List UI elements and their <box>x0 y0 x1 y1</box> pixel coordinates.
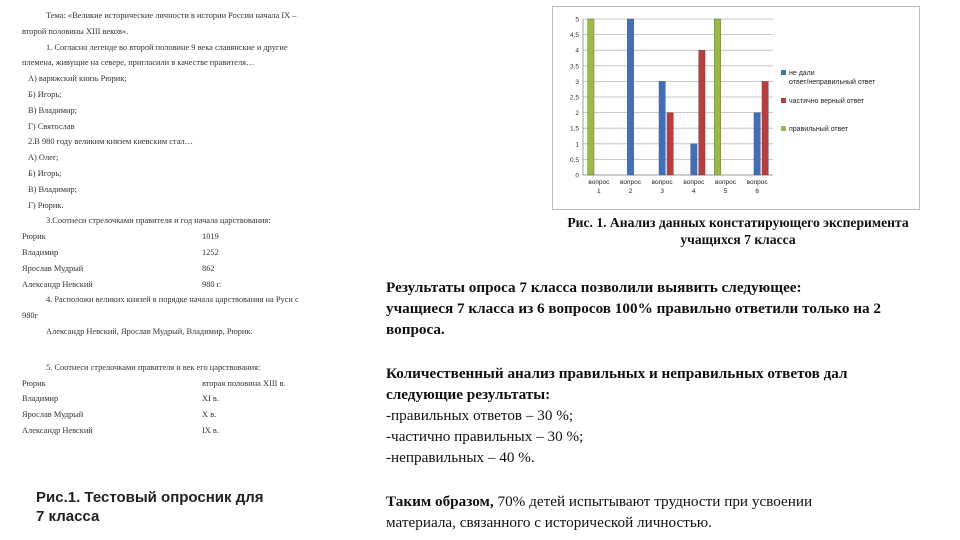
analysis-line1: Количественный анализ правильных и неправильных ответов дал <box>386 365 848 382</box>
table-row <box>22 376 286 392</box>
table-row <box>22 277 221 293</box>
bar-chart-svg <box>553 7 919 209</box>
y-tick-label: 1,5 <box>569 125 579 133</box>
x-tick-label: вопрос <box>588 179 610 186</box>
bar-wrong <box>659 81 665 175</box>
legend-swatch <box>781 126 786 131</box>
quiz-title-line1: Тема: «Великие исторические личности в истории России начала IX – <box>46 11 297 20</box>
results-paragraph <box>386 277 946 340</box>
ruler-value: 862 <box>202 263 215 273</box>
results-line3: вопроса. <box>386 321 445 338</box>
x-tick-label: вопрос <box>651 179 673 186</box>
quiz-q1-line1: 1. Согласно легенде во второй половине 9 века славянские и другие <box>46 42 288 52</box>
table-row <box>22 407 286 423</box>
chart-caption <box>536 214 940 248</box>
quiz-q2-option: А) Олег; <box>28 153 59 163</box>
bar-chart <box>552 6 920 210</box>
bar-correct <box>714 19 720 175</box>
table-row <box>22 391 286 407</box>
conclusion-line2: материала, связанного с исторической личностью. <box>386 514 712 531</box>
ruler-name: Ярослав Мудрый <box>22 410 84 420</box>
bar-wrong <box>691 144 697 175</box>
bar-wrong <box>754 113 760 175</box>
ruler-name: Владимир <box>22 247 59 257</box>
bar-partial <box>762 81 768 175</box>
table-row <box>22 245 221 261</box>
ruler-value: 1019 <box>202 232 219 242</box>
quiz-figure-caption-line2: 7 класса <box>36 508 100 525</box>
conclusion-paragraph <box>386 491 946 533</box>
y-tick-label: 4 <box>575 47 579 55</box>
ruler-value: XI в. <box>202 394 219 404</box>
table-row <box>22 261 221 277</box>
analysis-item: -неправильных – 40 %. <box>386 449 535 466</box>
quiz-q1-option: Б) Игорь; <box>28 89 62 99</box>
x-tick-label: 3 <box>660 188 664 195</box>
y-tick-label: 0 <box>575 172 579 180</box>
quiz-q2-option: В) Владимир; <box>28 184 77 194</box>
quiz-q1-option: Г) Святослав <box>28 121 75 131</box>
quiz-q4-answer: Александр Невский, Ярослав Мудрый, Владимир, Рюрик. <box>46 326 253 336</box>
table-row <box>22 423 286 439</box>
analysis-item: -правильных ответов – 30 %; <box>386 407 574 424</box>
x-tick-label: вопрос <box>715 179 736 186</box>
legend-swatch <box>781 98 786 103</box>
legend-label: правильный ответ <box>789 126 849 133</box>
quiz-q3-table <box>22 229 221 292</box>
y-tick-label: 4,5 <box>569 32 579 40</box>
x-tick-label: вопрос <box>746 179 768 186</box>
x-tick-label: 5 <box>723 188 728 195</box>
ruler-value: 980 г. <box>202 279 222 289</box>
bar-partial <box>667 113 673 175</box>
x-tick-label: 1 <box>597 188 601 195</box>
bar-partial <box>699 50 705 175</box>
quiz-figure-caption-line1: Рис.1. Тестовый опросник для <box>36 489 264 506</box>
quiz-q4-line1: 4. Расположи великих князей в порядке начала царствования на Руси с <box>46 295 299 305</box>
bar-correct <box>588 19 594 175</box>
analysis-item: -частично правильных – 30 %; <box>386 428 584 445</box>
ruler-name: Владимир <box>22 394 59 404</box>
ruler-value: вторая половина XIII в. <box>202 378 286 388</box>
legend-label: ответ/неправильный ответ <box>789 79 876 86</box>
y-tick-label: 3,5 <box>569 63 579 71</box>
analysis-line2: следующие результаты: <box>386 386 551 403</box>
results-line1: Результаты опроса 7 класса позволили выявить следующее: <box>386 279 802 296</box>
ruler-name: Александр Невский <box>22 279 93 289</box>
legend-label: частично верный ответ <box>789 98 865 105</box>
y-tick-label: 3 <box>575 78 579 86</box>
analysis-paragraph <box>386 363 946 468</box>
ruler-name: Рюрик <box>22 232 46 242</box>
quiz-q4-line2: 980г <box>22 311 38 321</box>
y-tick-label: 0,5 <box>569 156 579 164</box>
ruler-value: X в. <box>202 410 217 420</box>
legend-label: не дали <box>789 70 815 77</box>
quiz-figure-caption <box>36 488 264 526</box>
conclusion-line1 <box>386 491 946 512</box>
ruler-name: Ярослав Мудрый <box>22 263 84 273</box>
conclusion-rest: 70% детей испытывают трудности при усвоении <box>493 493 813 510</box>
y-tick-label: 1 <box>575 141 579 149</box>
quiz-q1-line2: племена, живущие на севере, пригласили в качестве правителя… <box>22 58 255 68</box>
chart-caption-line1: Рис. 1. Анализ данных констатирующего эксперимента <box>567 215 909 230</box>
quiz-q2-option: Г) Рюрик. <box>28 200 64 210</box>
ruler-value: IX в. <box>202 425 219 435</box>
table-row <box>22 229 221 245</box>
bar-wrong <box>627 19 633 175</box>
chart-caption-line2: учащихся 7 класса <box>680 232 796 247</box>
quiz-q3-line: 3.Соотнеси стрелочками правителя и год начала царствования: <box>46 216 271 226</box>
y-tick-label: 5 <box>575 16 579 24</box>
x-tick-label: 6 <box>755 188 759 195</box>
x-tick-label: 4 <box>692 188 696 195</box>
quiz-q5-line: 5. Соотнеси стрелочками правителя и век его царствования: <box>46 362 261 372</box>
x-tick-label: 2 <box>628 188 633 195</box>
quiz-title-line2: второй половины XIII веков». <box>22 26 129 36</box>
x-tick-label: вопрос <box>620 179 641 186</box>
ruler-name: Рюрик <box>22 378 46 388</box>
ruler-name: Александр Невский <box>22 425 93 435</box>
conclusion-bold: Таким образом, <box>386 493 494 510</box>
y-tick-label: 2 <box>575 110 579 118</box>
quiz-q1-option: А) варяжский князь Рюрик; <box>28 74 127 84</box>
quiz-q5-table <box>22 376 286 439</box>
results-line2: учащиеся 7 класса из 6 вопросов 100% правильно ответили только на 2 <box>386 300 881 317</box>
x-tick-label: вопрос <box>683 179 705 186</box>
quiz-q1-option: В) Владимир; <box>28 105 77 115</box>
legend-swatch <box>781 70 786 75</box>
y-tick-label: 2,5 <box>569 94 579 102</box>
quiz-q2-option: Б) Игорь; <box>28 168 62 178</box>
quiz-q2-line: 2.В 980 году великим князем киевским стал… <box>28 137 194 147</box>
ruler-value: 1252 <box>202 247 219 257</box>
quiz-document <box>22 8 352 439</box>
